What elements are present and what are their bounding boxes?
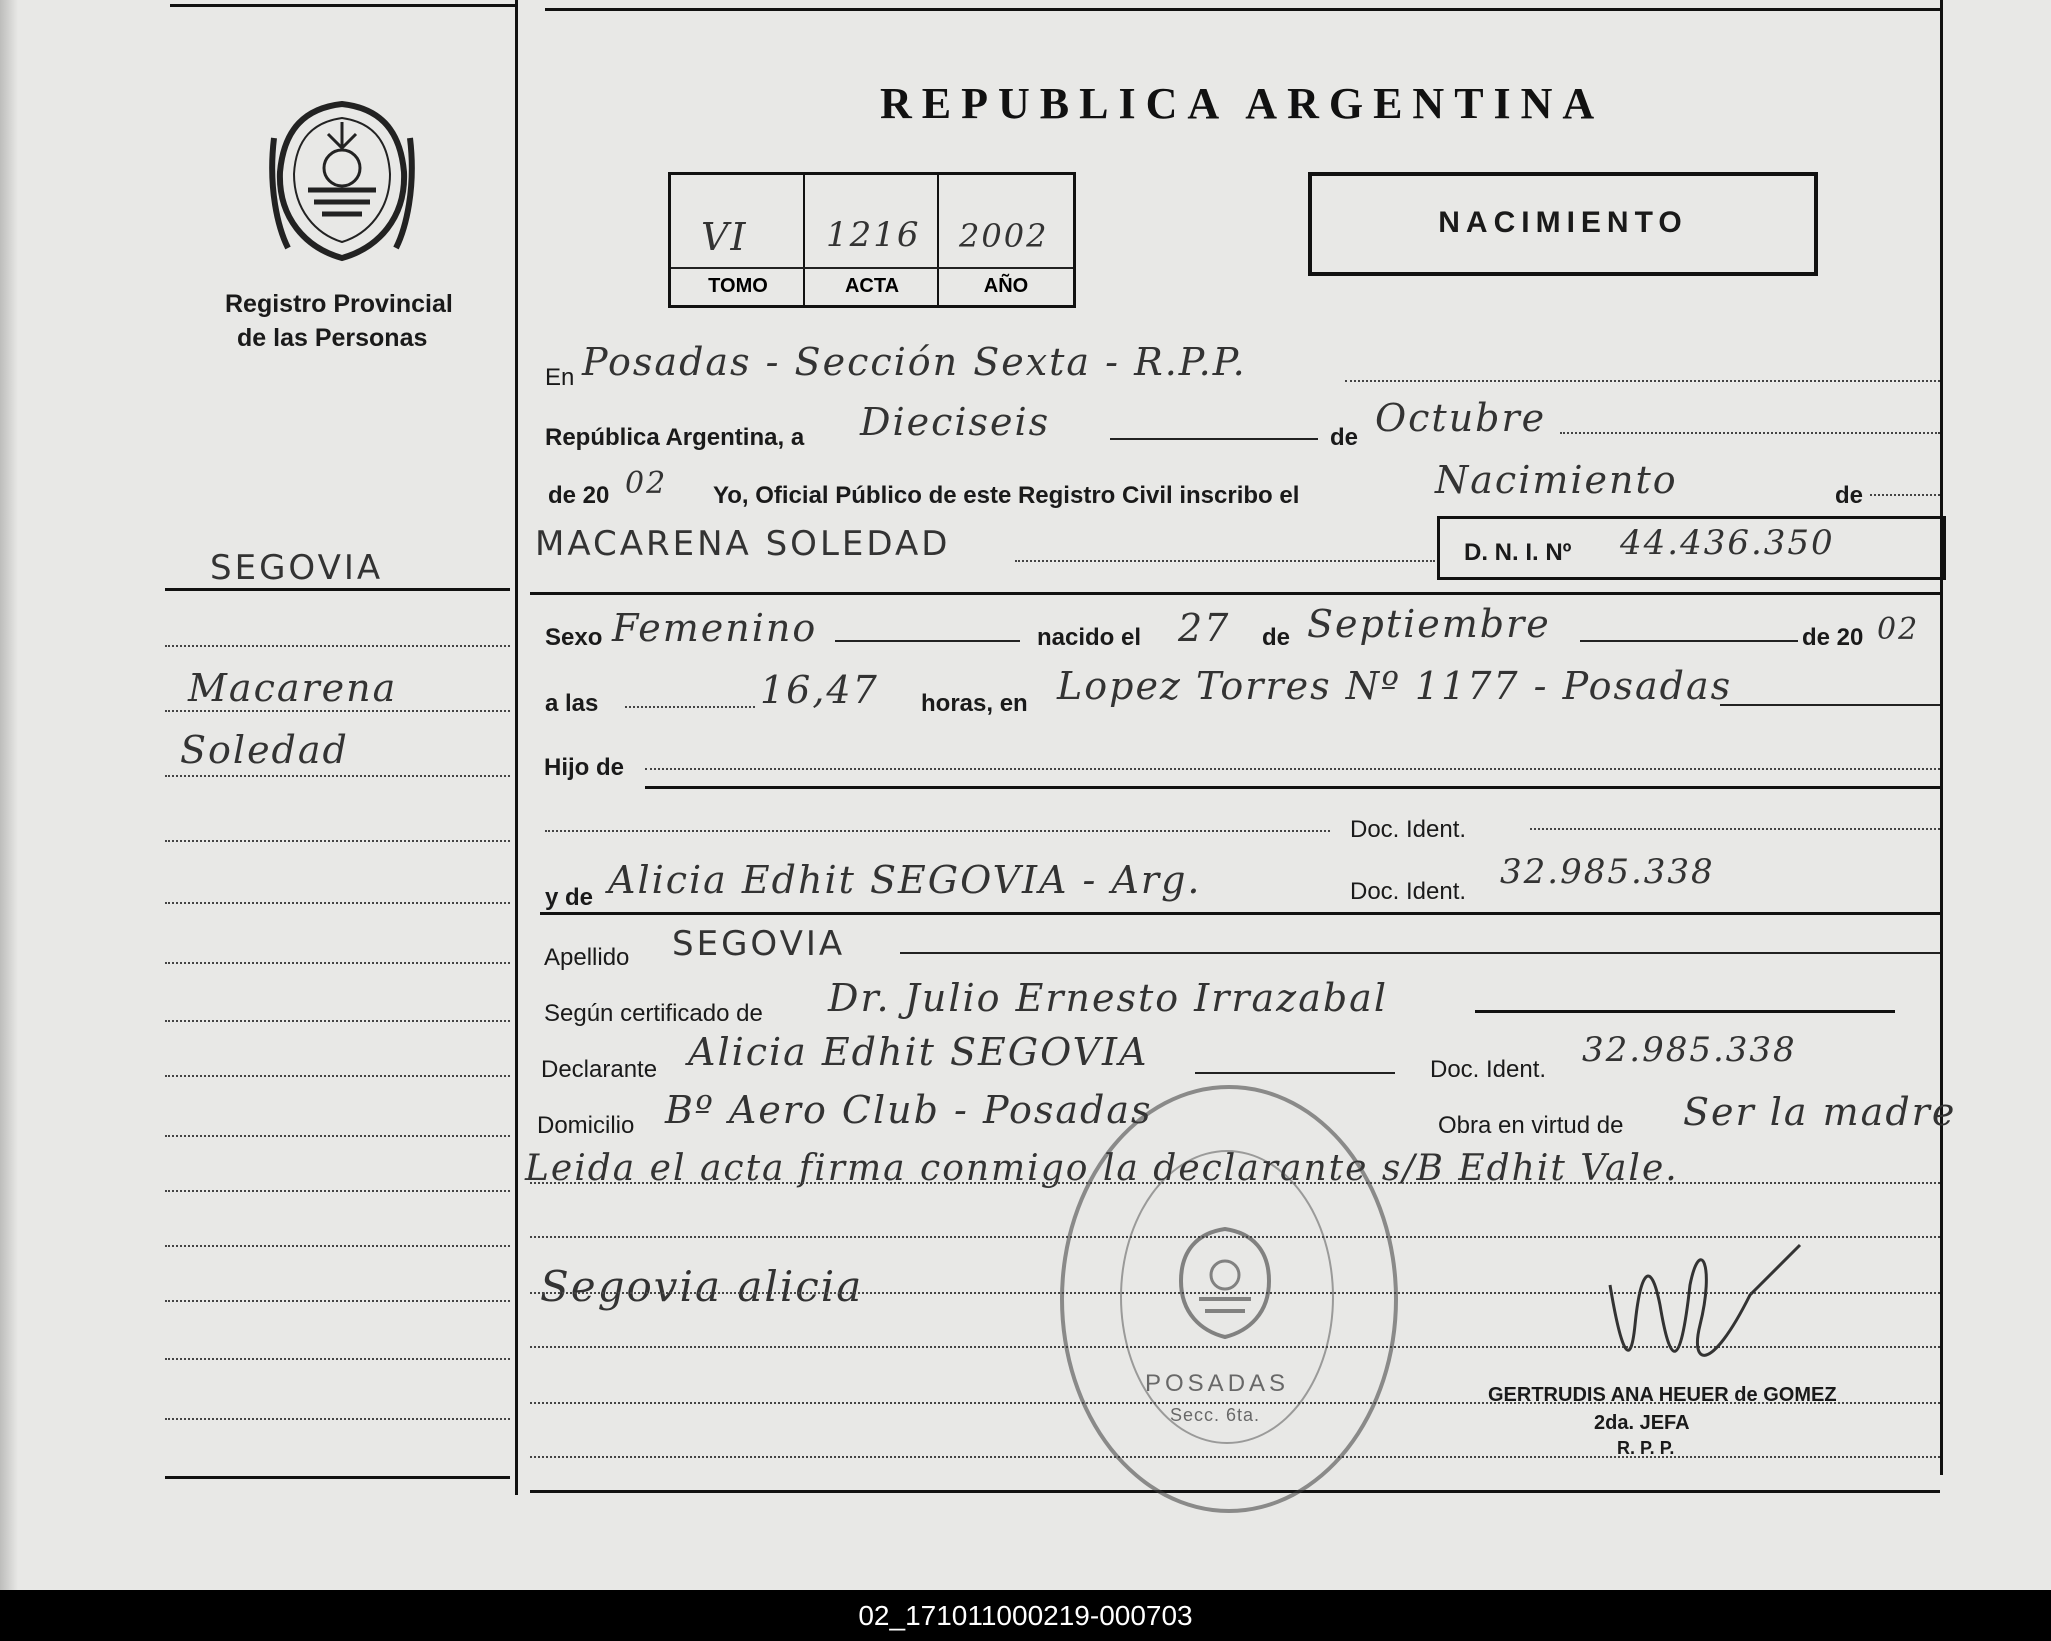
en-label: En (545, 364, 575, 391)
day-value: Dieciseis (860, 400, 1051, 444)
de-label-2: de (1835, 482, 1864, 509)
seal-city-text: POSADAS (1145, 1370, 1290, 1397)
certificado-value: Dr. Julio Ernesto Irrazabal (828, 976, 1388, 1020)
tomo-label: TOMO (708, 275, 768, 297)
horas-label: horas, en (921, 690, 1028, 717)
doc-ident-label-2: Doc. Ident. (1350, 878, 1467, 905)
official-signature-icon (1590, 1225, 1810, 1395)
top-border-left (170, 4, 515, 7)
year-value: 02 (625, 466, 668, 501)
act-value: Nacimiento (1435, 458, 1678, 502)
birth-day: 27 (1178, 606, 1231, 650)
tomo-value: VI (701, 215, 748, 259)
nacido-label: nacido el (1037, 624, 1142, 651)
de-label-1: de (1330, 424, 1359, 451)
hour-value: 16,47 (760, 668, 879, 712)
dni-box (1437, 516, 1946, 580)
mother-doc: 32.985.338 (1500, 852, 1715, 892)
sexo-label: Sexo (545, 624, 603, 651)
official-office: R. P. P. (1617, 1438, 1675, 1458)
closing-statement: Leida el acta firma conmigo la declarante s/B Edhit Vale. (525, 1148, 1679, 1189)
document-title: REPUBLICA ARGENTINA (880, 79, 1605, 128)
official-name: GERTRUDIS ANA HEUER de GOMEZ (1488, 1384, 1837, 1406)
ano-label: AÑO (983, 275, 1029, 297)
top-border-right (545, 8, 1940, 11)
de-label-3: de (1262, 624, 1291, 651)
place-of-registry: Posadas - Sección Sexta - R.P.P. (582, 340, 1247, 384)
birth-place: Lopez Torres Nº 1177 - Posadas (1057, 664, 1733, 708)
obra-label: Obra en virtud de (1438, 1112, 1624, 1139)
coat-of-arms-icon (268, 98, 416, 266)
seal-emblem-icon (1175, 1225, 1275, 1340)
page-edge-shadow (0, 0, 18, 1590)
sidebar-given-name-1: Macarena (188, 666, 398, 710)
apellido-value: SEGOVIA (672, 924, 846, 964)
child-name: MACARENA SOLEDAD (535, 524, 951, 564)
hijo-label: Hijo de (544, 754, 625, 781)
sexo-value: Femenino (612, 606, 818, 650)
official-role: 2da. JEFA (1594, 1412, 1690, 1434)
dni-label: D. N. I. Nº (1464, 539, 1572, 566)
year-prefix: de 20 (548, 482, 610, 509)
declarante-label: Declarante (541, 1056, 658, 1083)
domicilio-value: Bº Aero Club - Posadas (665, 1088, 1153, 1132)
declarant-signature: Segovia alicia (540, 1262, 864, 1311)
declarante-doc: 32.985.338 (1582, 1030, 1797, 1070)
ano-value: 2002 (959, 217, 1049, 255)
acta-value: 1216 (826, 215, 921, 255)
sidebar-given-name-2: Soledad (180, 728, 349, 772)
domicilio-label: Domicilio (537, 1112, 635, 1139)
registration-table (668, 172, 1076, 308)
month-value: Octubre (1375, 396, 1547, 440)
seal-section-text: Secc. 6ta. (1170, 1405, 1261, 1425)
column-divider (515, 0, 518, 1495)
apellido-label: Apellido (544, 944, 630, 971)
doc-ident-label-1: Doc. Ident. (1350, 816, 1467, 843)
act-type-box (1308, 172, 1818, 276)
acta-label: ACTA (844, 275, 900, 297)
sidebar-surname: SEGOVIA (210, 548, 384, 588)
dni-value: 44.436.350 (1620, 523, 1835, 563)
image-id-footer: 02_171011000219-000703 (0, 1590, 2051, 1641)
registry-line-2: de las Personas (237, 324, 428, 352)
birth-month: Septiembre (1307, 602, 1551, 646)
declarante-value: Alicia Edhit SEGOVIA (688, 1030, 1149, 1074)
birth-year: 02 (1877, 612, 1920, 647)
yde-label: y de (545, 884, 594, 911)
act-type-label: NACIMIENTO (1438, 206, 1688, 239)
alas-label: a las (545, 690, 599, 717)
mother-name: Alicia Edhit SEGOVIA - Arg. (608, 858, 1202, 902)
doc-ident-label-3: Doc. Ident. (1430, 1056, 1547, 1083)
certificado-label: Según certificado de (544, 1000, 763, 1027)
inscribo-text: Yo, Oficial Público de este Registro Civil inscribo el (713, 482, 1300, 509)
registry-line-1: Registro Provincial (225, 290, 453, 318)
republica-label: República Argentina, a (545, 424, 805, 451)
obra-value: Ser la madre (1683, 1090, 1957, 1134)
birth-year-prefix: de 20 (1802, 624, 1864, 651)
right-border (1940, 0, 1943, 1475)
